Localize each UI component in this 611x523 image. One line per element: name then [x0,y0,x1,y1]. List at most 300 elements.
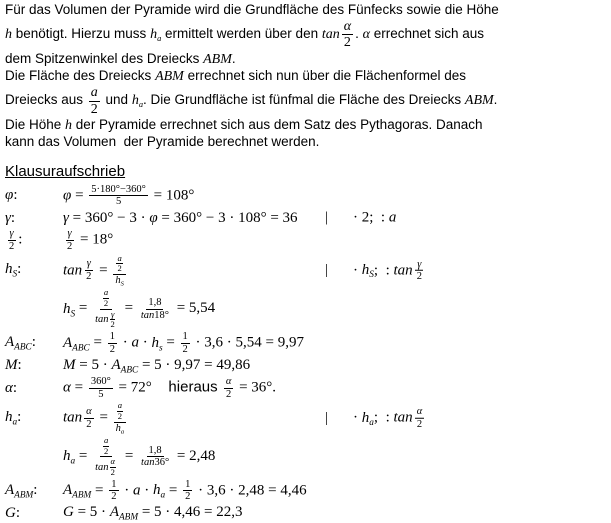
fraction-denominator [139,457,171,469]
pipe-separator: | [325,209,329,226]
math-fraction [93,436,119,478]
math-variable: a [388,209,397,226]
math-run: = [165,482,182,499]
variable-base: A [63,334,73,351]
fraction-denominator [114,423,127,436]
subscripted-variable [63,482,92,501]
formula-expression [63,254,128,288]
text-run: errechnet sich nun über die Flächenformel des [183,67,466,83]
math-run: 1 [109,331,115,343]
variable-base: h [5,261,13,278]
fraction-denominator [93,310,119,330]
section-heading: Klausuraufschrieb [5,163,126,181]
math-run: = 18° [76,231,114,248]
math-fraction [89,85,100,117]
formula-label [5,187,63,204]
math-variable: γ [67,228,72,240]
math-fraction [415,258,424,283]
variable-base: h [153,482,161,499]
math-fraction [181,331,190,356]
variable-subscript: a [160,490,166,501]
math-run: 2 [117,410,123,421]
text-run: errechnet sich aus [369,25,485,41]
subscripted-variable [151,335,162,351]
math-run: : [10,209,16,226]
fraction-denominator [65,241,74,253]
fraction-numerator [89,85,100,101]
text-run: hieraus [151,378,222,396]
variable-base: h [131,93,139,109]
fraction-denominator [84,419,93,431]
fraction-numerator [342,19,353,35]
math-fraction [139,297,171,322]
formula-row [5,288,607,331]
variable-subscript: ABM [118,512,139,523]
text-run: der Pyramide errechnet sich aus dem Satz des Pythagoras. Danach [72,117,483,133]
math-variable: α [416,405,423,417]
math-run: 5·180°−360° [91,183,146,195]
pipe-separator: | [325,262,329,279]
math-run: = [89,334,106,351]
math-run: = [75,448,92,465]
formula-expression [63,436,215,478]
math-run: : [33,481,38,498]
math-run: 2 [416,271,422,283]
fraction-denominator [108,344,117,356]
math-variable: a [117,252,122,263]
math-run: : [12,379,18,396]
math-run: : [18,231,23,248]
math-variable: tan [95,461,109,473]
math-run: = 5 · 9,97 = 49,86 [138,356,251,373]
math-variable: ABM [203,51,232,67]
math-run: = [95,409,112,426]
variable-base: A [109,504,119,521]
math-run: · 2; : [353,209,389,226]
fraction-numerator [84,406,94,419]
math-variable: tan [63,409,83,426]
fraction-numerator [181,331,190,344]
math-run: 1,8 [148,296,162,308]
math-run: 1 [182,331,188,343]
math-fraction [84,406,94,431]
math-variable: tan [95,314,109,325]
math-run: 2 [90,101,98,117]
formula-row [5,228,607,254]
fraction-denominator [342,35,353,50]
math-fraction [114,401,127,435]
math-variable: γ [111,308,115,319]
math-run: ; : [373,409,394,426]
text-run: . [355,25,363,41]
math-variable: φ [63,187,72,204]
text-run: benötigt. Hierzu muss [12,25,151,41]
math-run: = 36°. [235,379,277,396]
math-run: · [120,482,133,499]
variable-subscript: S [369,270,374,281]
math-run: : [17,357,22,374]
subscripted-variable [5,261,18,280]
variable-subscript: ABM [72,490,92,501]
formula-label [5,261,63,279]
variable-subscript: a [12,417,18,428]
variable-subscript: S [120,280,124,288]
fraction-denominator [110,320,116,330]
formula-label [5,505,63,522]
variable-base: h [5,409,13,426]
subscripted-variable [361,261,374,281]
formula-expression [63,210,298,227]
math-run: 2 [185,491,191,503]
text-run: Die Höhe [5,117,66,133]
math-variable: γ [86,258,91,270]
math-variable: α [5,379,13,396]
math-variable: tan [140,309,155,321]
intro-line [5,85,607,117]
formula-expression [63,401,128,435]
operation-annotation [325,210,396,227]
formula-expression [63,376,276,401]
variable-base: A [63,482,73,499]
math-run: · [353,409,362,426]
math-run: 2 [110,319,115,330]
math-run: 5 [115,196,122,208]
formula-row [5,209,607,228]
intro-paragraph [5,1,607,151]
math-run: 1,8 [148,444,162,456]
math-variable: α [86,405,92,417]
text-run: und [101,92,132,108]
math-run: 360° [90,375,111,387]
annotation-operations [353,406,426,431]
fraction-numerator [89,376,113,389]
math-fraction [108,331,117,356]
formula-row [5,356,607,375]
math-fraction [110,457,117,477]
variable-subscript: ABM [14,490,34,501]
math-variable: α [110,456,116,467]
intro-line [5,51,607,68]
math-fraction [139,445,171,470]
math-fraction [109,479,118,504]
formula-expression [63,184,194,209]
subscripted-variable [63,448,76,467]
text-run: . [231,50,236,66]
subscripted-variable [109,504,139,523]
math-fraction [415,406,425,431]
fraction-numerator [114,401,126,422]
math-variable: a [131,334,139,351]
formula-label [5,380,63,397]
math-run: = 5 · [73,504,110,521]
variable-subscript: a [369,417,374,428]
fraction-numerator [224,376,234,389]
math-fraction [89,184,148,209]
math-fraction [110,310,116,330]
formula-row [5,253,607,288]
math-fraction [342,19,353,51]
text-run: Für das Volumen der Pyramide wird die Grundfläche des Fünfecks sowie die Höhe [5,2,499,17]
fraction-denominator [224,389,233,401]
subscripted-variable [131,92,143,110]
math-variable: a [103,287,109,298]
subscripted-variable [153,482,166,501]
fraction-numerator [113,254,125,275]
math-run: = [71,187,88,204]
math-variable: a [117,400,123,411]
math-run: : [15,504,21,521]
variable-base: h [150,26,158,42]
fraction-denominator [96,389,105,401]
math-variable: α [225,375,232,387]
math-fraction [116,254,122,274]
math-variable: a [133,482,141,499]
formula-label [5,210,63,227]
formula-label [5,357,63,374]
subscripted-variable [63,335,90,351]
math-run: 2 [182,343,188,355]
fraction-denominator [110,468,116,478]
formula-expression [63,504,243,522]
variable-base: h [63,448,71,465]
subscripted-variable [111,357,138,373]
math-variable: M [5,357,18,374]
math-variable: M [63,356,76,373]
math-variable: h [65,118,73,134]
fraction-denominator [139,310,171,322]
math-run: 2 [103,445,109,456]
text-run: Dreiecks aus [5,92,87,108]
math-run: = 2,48 [173,448,216,465]
formula-label [5,228,63,253]
fraction-denominator [183,491,192,503]
subscripted-variable [5,481,34,501]
fraction-denominator [103,299,109,309]
fraction-denominator [116,264,122,274]
intro-line [5,117,607,134]
math-variable: α [343,18,352,34]
variable-base: A [5,334,15,351]
variable-subscript: a [138,100,143,110]
formula-label [5,409,63,427]
fraction-numerator [415,258,423,271]
math-fraction [103,436,109,456]
math-fraction [93,288,119,330]
intro-line [5,2,607,19]
math-run: · [118,334,132,351]
variable-subscript: ABC [120,364,139,375]
math-run: · [353,261,362,278]
math-run: = [75,300,92,317]
math-variable: γ [9,228,14,240]
operation-annotation [325,258,426,283]
math-run: 2 [110,467,115,478]
subscripted-variable [362,410,374,426]
formula-expression [63,288,215,330]
pipe-separator: | [325,409,329,426]
math-run: = 360° − 3 · 108° = 36 [157,209,298,226]
math-variable: tan [141,457,155,469]
fraction-denominator [109,491,118,503]
fraction-numerator [146,297,163,310]
math-fraction [65,228,74,253]
intro-line [5,19,607,51]
annotation-operations [353,258,426,283]
math-run: · 3,6 · 2,48 = 4,46 [194,482,307,499]
fraction-denominator [113,275,126,288]
math-run: = [162,334,179,351]
math-fraction [89,376,113,401]
math-run: 2 [86,271,92,283]
variable-base: h [115,274,121,286]
math-variable: α [362,26,370,42]
fraction-denominator [7,241,16,253]
subscripted-variable [115,275,124,288]
math-run: 2 [103,298,109,309]
fraction-numerator [415,406,425,419]
fraction-denominator [103,447,109,457]
variable-base: A [111,356,121,373]
math-run: : [17,261,22,278]
math-variable: G [5,504,16,521]
math-variable: γ [5,209,11,226]
math-run: = [121,448,138,465]
math-run: = [91,482,108,499]
math-variable: γ [417,258,422,270]
intro-line [5,68,607,85]
math-run: 2 [9,240,15,252]
fraction-denominator [84,271,93,283]
fraction-denominator [181,344,190,356]
variable-subscript: S [70,308,76,319]
math-run: 2 [343,35,351,51]
fraction-denominator [114,196,123,208]
variable-subscript: ABC [72,342,90,353]
formula-row [5,401,607,436]
annotation-operations [353,210,396,227]
math-fraction [224,376,234,401]
variable-base: h [361,409,370,426]
text-run: kann das Volumen der Pyramide berechnet werden. [5,134,320,150]
fraction-numerator [147,445,164,458]
math-run: · [140,482,153,499]
fraction-numerator [183,479,192,492]
math-run: = [120,300,137,317]
formula-row [5,504,607,523]
math-run: = 108° [149,187,195,204]
math-run: = 5,54 [172,300,216,317]
formula-label [5,482,63,500]
math-run: · [138,334,152,351]
fraction-denominator [117,412,123,422]
subscripted-variable [63,301,75,317]
variable-subscript: a [157,33,162,43]
math-variable: tan [321,26,340,42]
variable-base: h [361,261,370,278]
fraction-denominator [415,419,424,431]
math-variable: ABM [464,93,494,109]
math-variable: tan [393,261,413,278]
math-variable: G [63,504,74,521]
math-run: 2 [111,491,117,503]
math-run: 2 [67,240,73,252]
fraction-denominator [93,457,119,477]
text-run: . Die Grundfläche ist fünfmal die Fläche des Dreiecks [143,92,465,108]
subscripted-variable [5,334,32,353]
variable-subscript: a [120,427,125,435]
math-run: 1 [111,478,117,490]
math-run: = [70,379,87,396]
math-run: · 3,6 · 5,54 = 9,97 [191,334,304,351]
fraction-numerator [85,258,93,271]
math-run: : [13,187,18,204]
fraction-numerator [108,331,117,344]
variable-subscript: S [12,269,18,280]
math-fraction [84,258,93,283]
variable-subscript: a [70,456,76,467]
variable-subscript: s [158,342,163,353]
math-run: 5 [98,388,104,400]
math-run: = 5 · [75,356,112,373]
fraction-numerator [89,184,148,197]
fraction-numerator [109,479,118,492]
math-variable: tan [63,261,83,278]
formula-row [5,478,607,504]
fraction-numerator [100,288,112,309]
formula-expression [63,331,304,356]
math-variable: φ [5,187,14,204]
math-variable: tan [393,409,413,426]
text-run: ermittelt werden über den [161,25,322,41]
subscripted-variable [150,26,161,41]
subscripted-variable [116,423,125,436]
math-run: = 72° [114,379,152,396]
formula-row [5,331,607,357]
fraction-numerator [8,228,16,241]
math-run: 2 [117,263,122,274]
formula-label [5,334,63,352]
operation-annotation [325,406,426,431]
math-variable: α [63,379,71,396]
formula-expression [63,228,113,253]
formula-list [5,182,607,523]
math-run: 2 [86,418,92,430]
fraction-denominator [415,271,424,283]
math-variable: ABM [155,68,184,84]
math-variable: a [90,85,98,101]
text-run: dem Spitzenwinkel des Dreiecks [5,50,204,66]
variable-base: A [5,481,15,498]
math-run: = 5 · 4,46 = 22,3 [138,504,243,521]
math-fraction [117,401,123,421]
math-variable: φ [149,209,158,226]
formula-expression [63,479,307,504]
formula-expression [63,357,250,375]
math-run: 2 [416,418,423,430]
math-variable: h [5,26,12,42]
text-run: Die Fläche des Dreiecks [5,67,156,83]
math-fraction [183,479,192,504]
math-fraction [113,254,126,288]
intro-line [5,134,607,151]
math-variable: a [103,435,109,446]
formula-row [5,375,607,401]
math-run: 36° [154,457,170,469]
math-run: ; : [373,261,394,278]
math-run: 1 [185,478,191,490]
formula-row [5,436,607,479]
math-run: 2 [225,388,232,400]
